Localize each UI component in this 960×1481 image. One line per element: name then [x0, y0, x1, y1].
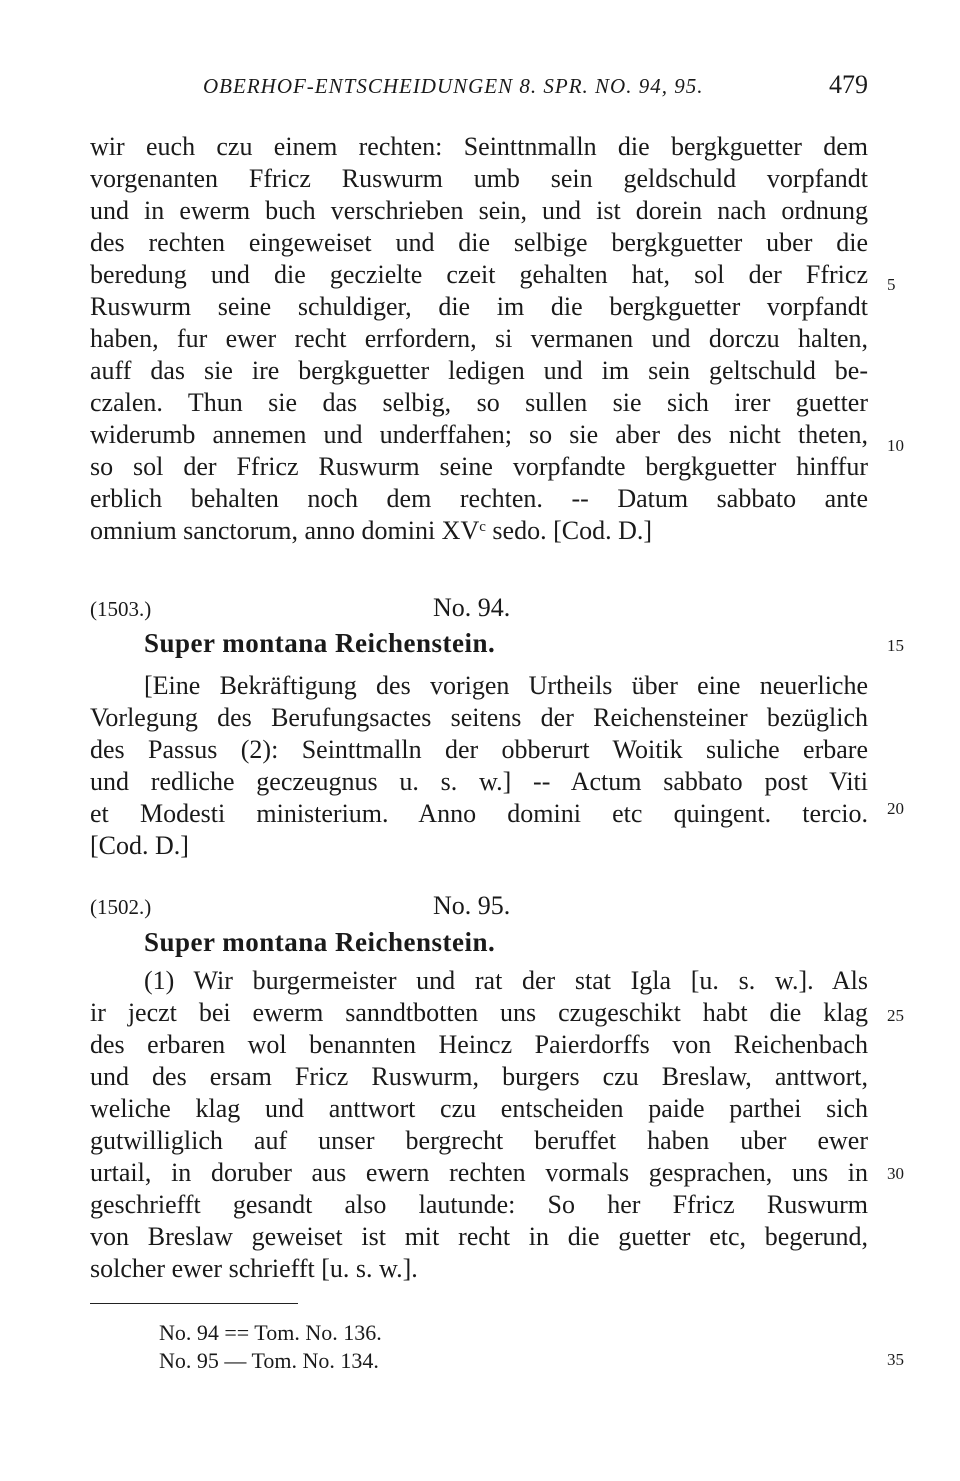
- running-head: [203, 70, 868, 99]
- text-line: auff das sie ire bergkguetter ledigen und im sein geltschuld be-: [90, 356, 868, 385]
- doc95-body: [90, 965, 868, 1285]
- text-line: von Breslaw geweiset ist mit recht in die guetter etc, begerund,: [90, 1222, 868, 1251]
- doc94-body: [90, 670, 868, 862]
- superscript: c: [479, 519, 486, 535]
- doc95-title: Super montana Reichenstein.: [144, 927, 496, 957]
- text-line: des rechten eingeweiset und die selbige bergkguetter uber die: [90, 228, 868, 257]
- footnote-rule: [90, 1303, 298, 1304]
- doc95-number: No. 95.: [433, 891, 511, 920]
- text-line: weliche klag und anttwort czu entscheiden paide parthei sich: [90, 1094, 868, 1123]
- footnote: No. 95 — Tom. No. 134.: [159, 1348, 379, 1373]
- doc94-header: [90, 593, 868, 625]
- text-line: czalen. Thun sie das selbig, so sullen sie sich irer guetter: [90, 388, 868, 417]
- text-line: und in ewerm buch verschrieben sein, und ist dorein nach ordnung: [90, 196, 868, 225]
- text-line: widerumb annemen und underffahen; so sie aber des nicht theten,: [90, 420, 868, 449]
- text-line: haben, fur ewer recht errfordern, si vermanen und dorczu halten,: [90, 324, 868, 353]
- line-number: 25: [887, 1006, 904, 1025]
- line-number: 30: [887, 1164, 904, 1183]
- doc94-date: (1503.): [90, 597, 152, 621]
- text-line: Ruswurm seine schuldiger, die im die bergkguetter vorpfandt: [90, 292, 868, 321]
- doc94-number: No. 94.: [433, 593, 511, 622]
- running-head-title: OBERHOF-ENTSCHEIDUNGEN 8. SPR. NO. 94, 95.: [203, 74, 704, 98]
- text-line: solcher ewer schriefft [u. s. w.].: [90, 1254, 418, 1283]
- text-fragment: omnium sanctorum, anno domini XV: [90, 516, 480, 545]
- text-line: [Eine Bekräftigung des vorigen Urtheils über eine neuerliche: [144, 671, 868, 700]
- text-line: et Modesti ministerium. Anno domini etc quingent. tercio.: [90, 799, 868, 828]
- text-line: des erbaren wol benannten Heincz Paierdorffs von Reichenbach: [90, 1030, 868, 1059]
- text-fragment: sedo. [Cod. D.]: [485, 516, 653, 545]
- page-number: 479: [829, 70, 868, 99]
- text-line: und redliche geczeugnus u. s. w.] -- Actum sabbato post Viti: [90, 767, 868, 796]
- text-line: und des ersam Fricz Ruswurm, burgers czu Breslaw, anttwort,: [90, 1062, 868, 1091]
- text-line: [Cod. D.]: [90, 831, 189, 860]
- text-line: urtail, in doruber aus ewern rechten vormals gesprachen, uns in: [90, 1158, 868, 1187]
- text-line: geschriefft gesandt also lautunde: So her Ffricz Ruswurm: [90, 1190, 868, 1219]
- text-line: vorgenanten Ffricz Ruswurm umb sein geldschuld vorpfandt: [90, 164, 868, 193]
- text-line: wir euch czu einem rechten: Seinttnmalln die bergkguetter dem: [90, 132, 868, 161]
- doc94-title: Super montana Reichenstein.: [144, 628, 496, 658]
- text-line: beredung und die geczielte czeit gehalten hat, sol der Ffricz: [90, 260, 868, 289]
- doc95-header: [90, 891, 868, 923]
- line-number: 10: [887, 436, 904, 455]
- line-number: 35: [887, 1350, 904, 1369]
- line-number: 5: [887, 275, 896, 294]
- doc95-date: (1502.): [90, 895, 152, 919]
- text-line: (1) Wir burgermeister und rat der stat Igla [u. s. w.]. Als: [144, 966, 868, 995]
- text-line: des Passus (2): Seinttmalln der obberurt Woitik suliche erbare: [90, 735, 868, 764]
- text-line: so sol der Ffricz Ruswurm seine vorpfandte bergkguetter hinffur: [90, 452, 868, 481]
- line-number: 20: [887, 799, 904, 818]
- text-line: ir jeczt bei ewerm sanndtbotten uns czugeschikt habt die klag: [90, 998, 868, 1027]
- text-line: Vorlegung des Berufungsactes seitens der Reichensteiner bezüglich: [90, 703, 868, 732]
- text-line: [90, 515, 868, 547]
- footnote: No. 94 == Tom. No. 136.: [159, 1320, 382, 1345]
- paragraph-continuation: [90, 131, 868, 547]
- text-line: gutwilliglich auf unser bergrecht beruffet haben uber ewer: [90, 1126, 868, 1155]
- text-line: erblich behalten noch dem rechten. -- Datum sabbato ante: [90, 484, 868, 513]
- line-number: 15: [887, 636, 904, 655]
